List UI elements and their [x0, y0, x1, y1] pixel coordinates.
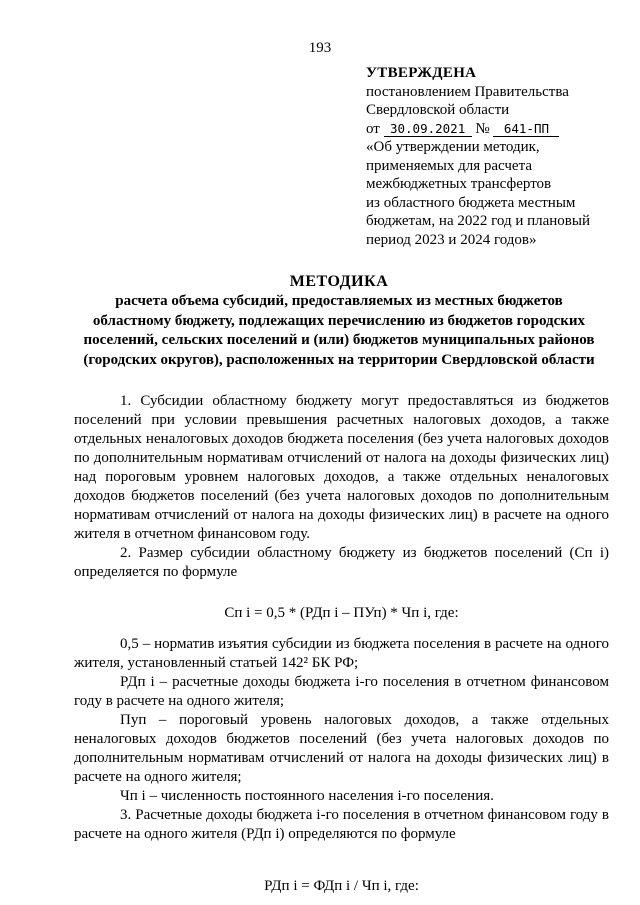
- page-number: 193: [308, 40, 332, 56]
- approval-subject-line: из областного бюджета местным: [366, 194, 576, 211]
- approval-subject-line: период 2023 и 2024 годов»: [366, 231, 537, 248]
- paragraph-1: 1. Субсидии областному бюджету могут предоставляться из бюджетов поселений при условии превышения расчетных налоговых доходов, а также отдельных неналоговых доходов бюджета поселения (без учета налоговых доходов по дополнительным нормативам отчислений от налога на доходы физических лиц) над пороговым уровнем налоговых доходов, а также отдельных неналоговых доходов бюджетов поселений (без учета налоговых доходов по дополнительным нормативам отчислений от налога на доходы физических лиц) в расчете на одного жителя в отчетном финансовом году.: [74, 393, 609, 542]
- paragraph-2: 2. Размер субсидии областному бюджету из бюджетов поселений (Сп i) определяется по формуле: [74, 545, 609, 580]
- definition-chp: Чп i – численность постоянного населения i-го поселения.: [120, 788, 494, 804]
- formula-subsidy: Сп i = 0,5 * (РДп i – ПУп) * Чп i, где:: [224, 605, 459, 621]
- document-subtitle-line: (городских округов), расположенных на территории Свердловской области: [83, 351, 595, 368]
- approval-subject-line: межбюджетных трансфертов: [366, 176, 552, 192]
- formula-income: РДп i = ФДп i / Чп i, где:: [264, 878, 419, 894]
- number-prefix: №: [475, 120, 490, 137]
- approval-subject-line: применяемых для расчета: [366, 157, 532, 174]
- approval-date-field: 30.09.2021: [384, 122, 472, 137]
- definition-ratio: 0,5 – норматив изъятия субсидии из бюджета поселения в расчете на одного жителя, установленный статьей 142² БК РФ;: [74, 636, 609, 671]
- paragraph-3: 3. Расчетные доходы бюджета i-го поселения в отчетном финансовом году в расчете на одного жителя (РДп i) определяются по формуле: [74, 807, 609, 842]
- definition-pup: Пуп – пороговый уровень налоговых доходов, а также отдельных неналоговых доходов бюджетов поселений (без учета налоговых доходов по дополнительным нормативам отчислений от налога на доходы физических лиц) в расчете на одного жителя;: [74, 712, 609, 785]
- approval-block: [366, 64, 616, 249]
- definition-rdp: РДп i – расчетные доходы бюджета i-го поселения в отчетном финансовом году в расчете на одного жителя;: [74, 674, 609, 709]
- approval-line-1: постановлением Правительства: [366, 83, 569, 100]
- document-heading: [70, 272, 608, 370]
- approval-date-line: [366, 120, 616, 139]
- approval-subject-line: бюджетам, на 2022 год и плановый: [366, 213, 590, 229]
- document-body: [74, 392, 609, 896]
- date-prefix: от: [366, 120, 380, 137]
- approval-number-field: 641-ПП: [493, 122, 559, 137]
- document-title: МЕТОДИКА: [289, 273, 389, 290]
- approval-title: УТВЕРЖДЕНА: [366, 65, 477, 81]
- document-subtitle-line: расчета объема субсидий, предоставляемых из местных бюджетов: [115, 293, 563, 309]
- document-subtitle-line: областному бюджету, подлежащих перечислению из бюджетов городских: [92, 312, 586, 329]
- approval-subject-line: «Об утверждении методик,: [366, 139, 540, 155]
- document-subtitle-line: поселений, сельских поселений и (или) бюджетов муниципальных районов: [83, 332, 595, 348]
- approval-line-2: Свердловской области: [366, 102, 510, 118]
